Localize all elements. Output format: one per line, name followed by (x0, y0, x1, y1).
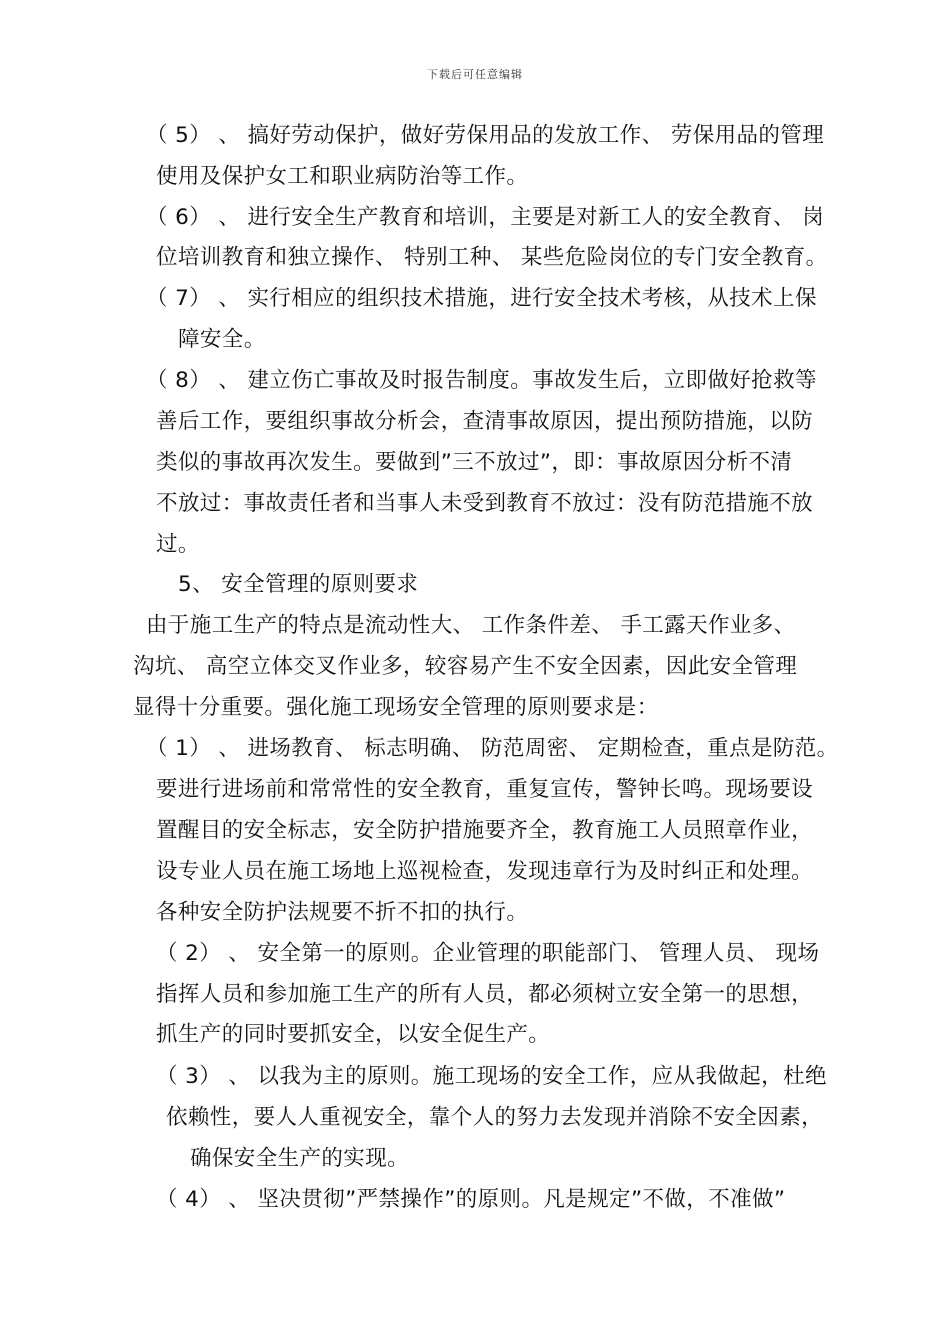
text-line: 善后工作，要组织事故分析会，查清事故原因，提出预防措施，以防 (156, 409, 814, 434)
text-line: 由于施工生产的特点是流动性大、 工作条件差、 手工露天作业多、 (146, 613, 796, 638)
text-line: 位培训教育和独立操作、 特别工种、 某些危险岗位的专门安全教育。 (156, 245, 828, 270)
text-line: （ 5） 、 搞好劳动保护，做好劳保用品的发放工作、 劳保用品的管理 (146, 123, 825, 148)
text-line: 依赖性，要人人重视安全，靠个人的努力去发现并消除不安全因素， (166, 1105, 824, 1130)
text-line: 使用及保护女工和职业病防治等工作。 (156, 164, 529, 189)
text-line: 显得十分重要。强化施工现场安全管理的原则要求是： (133, 695, 659, 720)
text-line: （ 3） 、 以我为主的原则。施工现场的安全工作，应从我做起，杜绝 (156, 1064, 827, 1089)
text-line: 设专业人员在施工场地上巡视检查，发现违章行为及时纠正和处理。 (156, 859, 814, 884)
page-header: 下载后可任意编辑 (427, 68, 523, 81)
text-line: 要进行进场前和常常性的安全教育，重复宣传，警钟长鸣。现场要设 (156, 777, 814, 802)
text-line: （ 7） 、 实行相应的组织技术措施，进行安全技术考核，从技术上保 (146, 286, 817, 311)
text-line: 指挥人员和参加施工生产的所有人员，都必须树立安全第一的思想， (156, 982, 814, 1007)
text-line: 沟坑、 高空立体交叉作业多，较容易产生不安全因素，因此安全管理 (133, 654, 798, 679)
text-line: 抓生产的同时要抓安全，以安全促生产。 (156, 1022, 551, 1047)
section-heading: 5、 安全管理的原则要求 (178, 572, 419, 597)
text-line: 类似的事故再次发生。要做到”三不放过”，即：事故原因分析不清 (156, 450, 793, 475)
text-line: 各种安全防护法规要不折不扣的执行。 (156, 900, 529, 925)
text-line: （ 8） 、 建立伤亡事故及时报告制度。事故发生后，立即做好抢救等 (146, 368, 817, 393)
text-line: 过。 (156, 532, 200, 557)
text-line: 障安全。 (178, 327, 266, 352)
text-line: 确保安全生产的实现。 (190, 1146, 410, 1171)
text-line: （ 2） 、 安全第一的原则。企业管理的职能部门、 管理人员、 现场 (156, 941, 820, 966)
text-line: 不放过：事故责任者和当事人未受到教育不放过：没有防范措施不放 (156, 491, 814, 516)
text-line: （ 4） 、 坚决贯彻”严禁操作”的原则。凡是规定”不做，不准做” (156, 1187, 786, 1212)
text-line: 置醒目的安全标志，安全防护措施要齐全，教育施工人员照章作业， (156, 818, 814, 843)
text-line: （ 6） 、 进行安全生产教育和培训，主要是对新工人的安全教育、 岗 (146, 205, 825, 230)
text-line: （ 1） 、 进场教育、 标志明确、 防范周密、 定期检查，重点是防范。 (146, 736, 839, 761)
